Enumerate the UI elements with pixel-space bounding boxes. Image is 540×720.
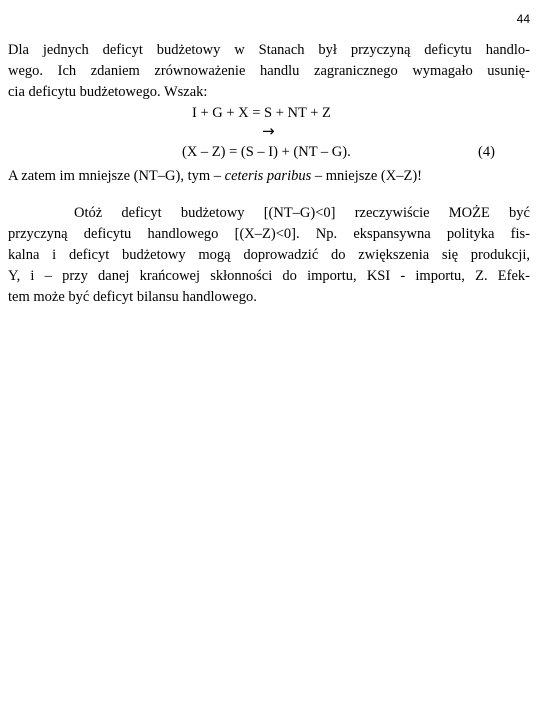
italic-phrase: ceteris paribus [224, 168, 312, 184]
text-line: przyczyną deficytu handlowego [(X–Z)<0]. Np. ekspansywna polityka fis- [8, 226, 530, 242]
equation-balance: (X – Z) = (S – I) + (NT – G). [182, 144, 351, 160]
text-segment: – mniejsze (X–Z)! [311, 168, 422, 184]
equation-number: (4) [478, 144, 495, 160]
paragraph-conclusion [8, 168, 422, 185]
text-line: cia deficytu budżetowego. Wszak: [8, 84, 208, 100]
text-line: kalna i deficyt budżetowy mogą doprowadzić do zwiększenia się produkcji, [8, 247, 530, 263]
text-line: Dla jednych deficyt budżetowy w Stanach był przyczyną deficytu handlo- [8, 42, 530, 58]
page-number: 44 [516, 12, 530, 26]
paragraph-intro [8, 40, 530, 103]
arrow-right-icon: → [262, 122, 275, 140]
text-line: wego. Ich zdaniem zrównoważenie handlu zagranicznego wymagało usunię- [8, 63, 530, 79]
equation-identity: I + G + X = S + NT + Z [192, 105, 331, 121]
text-line: Y, i – przy danej krańcowej skłonności do importu, KSI - importu, Z. Efek- [8, 268, 530, 284]
text-line: tem może być deficyt bilansu handlowego. [8, 289, 257, 305]
paragraph-explanation [8, 203, 530, 308]
text-line: Otóż deficyt budżetowy [(NT–G)<0] rzeczywiście MOŻE być [74, 205, 530, 221]
text-segment: A zatem im mniejsze (NT–G), tym – [8, 168, 225, 184]
